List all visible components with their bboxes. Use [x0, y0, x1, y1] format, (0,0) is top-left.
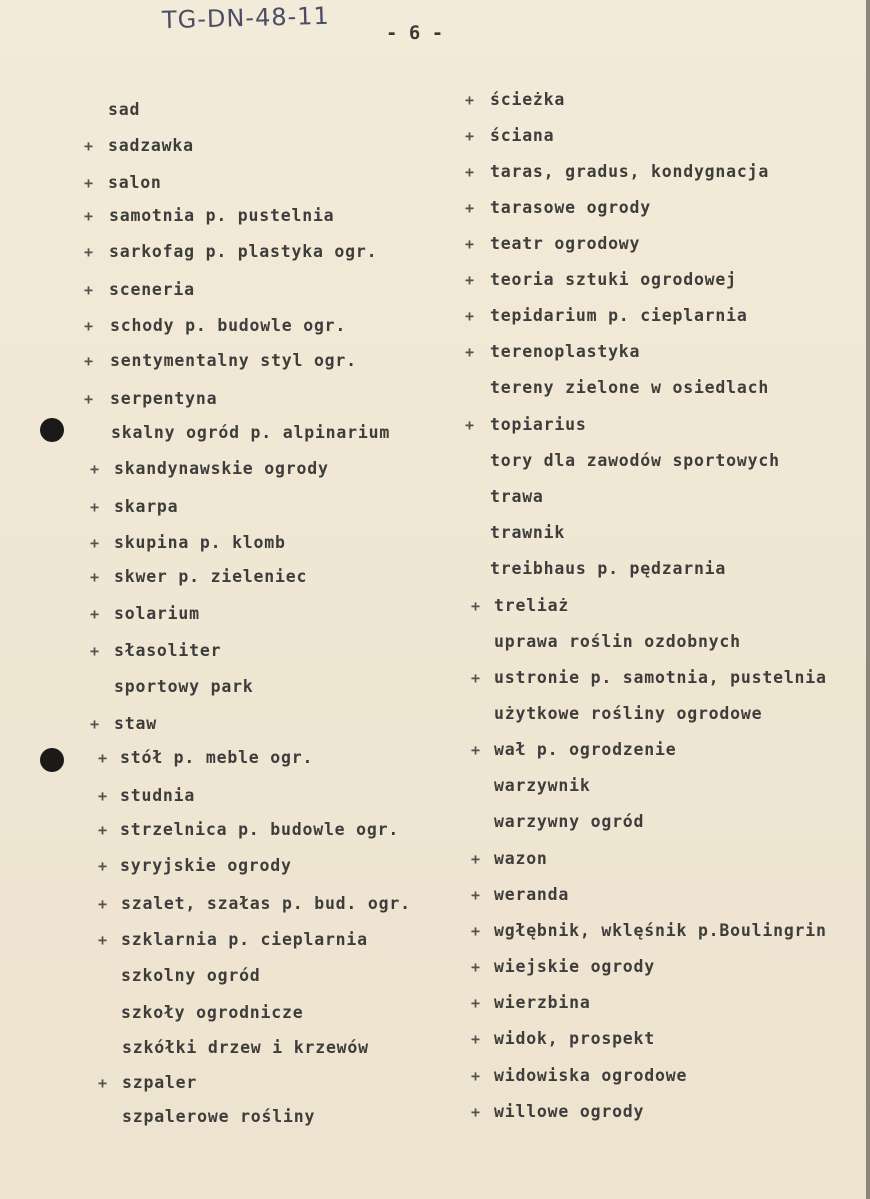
term-entry: sadzawka — [108, 136, 194, 155]
term-entry: widok, prospekt — [494, 1029, 656, 1048]
plus-marker: + — [90, 568, 100, 586]
plus-marker: + — [471, 597, 481, 615]
term-entry: szkółki drzew i krzewów — [122, 1038, 369, 1057]
punch-hole-bottom — [40, 748, 64, 772]
term-entry: skalny ogród p. alpinarium — [111, 423, 391, 442]
term-entry: skarpa — [114, 497, 179, 516]
term-entry: warzywnik — [494, 776, 591, 795]
plus-marker: + — [90, 498, 100, 516]
term-entry: taras, gradus, kondygnacja — [490, 162, 770, 181]
term-entry: trawa — [490, 487, 544, 506]
plus-marker: + — [465, 343, 475, 361]
plus-marker: + — [90, 715, 100, 733]
plus-marker: + — [98, 857, 108, 875]
term-entry: słasoliter — [114, 641, 222, 660]
plus-marker: + — [465, 235, 475, 253]
term-entry: tereny zielone w osiedlach — [490, 378, 770, 397]
term-entry: teatr ogrodowy — [490, 234, 641, 253]
plus-marker: + — [90, 534, 100, 552]
plus-marker: + — [471, 669, 481, 687]
page-edge — [866, 0, 870, 1199]
term-entry: topiarius — [490, 415, 587, 434]
plus-marker: + — [84, 174, 94, 192]
term-entry: wierzbina — [494, 993, 591, 1012]
term-entry: szalet, szałas p. bud. ogr. — [121, 894, 411, 913]
term-entry: teoria sztuki ogrodowej — [490, 270, 737, 289]
term-entry: willowe ogrody — [494, 1102, 645, 1121]
reference-code: TG-DN-48-11 — [161, 1, 331, 35]
term-entry: szkolny ogród — [121, 966, 261, 985]
plus-marker: + — [471, 1103, 481, 1121]
term-entry: weranda — [494, 885, 570, 904]
plus-marker: + — [84, 243, 94, 261]
term-entry: sad — [108, 100, 141, 119]
plus-marker: + — [84, 137, 94, 155]
plus-marker: + — [98, 821, 108, 839]
plus-marker: + — [471, 886, 481, 904]
term-entry: widowiska ogrodowe — [494, 1066, 688, 1085]
plus-marker: + — [471, 922, 481, 940]
term-entry: sentymentalny styl ogr. — [110, 351, 357, 370]
term-entry: tepidarium p. cieplarnia — [490, 306, 748, 325]
term-entry: szpaler — [122, 1073, 198, 1092]
term-entry: wiejskie ogrody — [494, 957, 656, 976]
term-entry: wgłębnik, wklęśnik p.Boulingrin — [494, 921, 827, 940]
plus-marker: + — [471, 850, 481, 868]
term-entry: treibhaus p. pędzarnia — [490, 559, 727, 578]
term-entry: staw — [114, 714, 157, 733]
plus-marker: + — [465, 416, 475, 434]
term-entry: serpentyna — [110, 389, 218, 408]
term-entry: strzelnica p. budowle ogr. — [120, 820, 400, 839]
term-entry: studnia — [120, 786, 196, 805]
plus-marker: + — [84, 352, 94, 370]
term-entry: solarium — [114, 604, 200, 623]
term-entry: użytkowe rośliny ogrodowe — [494, 704, 763, 723]
term-entry: terenoplastyka — [490, 342, 641, 361]
plus-marker: + — [84, 317, 94, 335]
plus-marker: + — [98, 931, 108, 949]
plus-marker: + — [84, 207, 94, 225]
term-entry: treliaż — [494, 596, 570, 615]
plus-marker: + — [90, 460, 100, 478]
term-entry: ściana — [490, 126, 555, 145]
plus-marker: + — [84, 390, 94, 408]
plus-marker: + — [471, 958, 481, 976]
term-entry: schody p. budowle ogr. — [110, 316, 347, 335]
term-entry: ustronie p. samotnia, pustelnia — [494, 668, 827, 687]
term-entry: wazon — [494, 849, 548, 868]
plus-marker: + — [84, 281, 94, 299]
term-entry: szklarnia p. cieplarnia — [121, 930, 368, 949]
term-entry: ścieżka — [490, 90, 566, 109]
term-entry: samotnia p. pustelnia — [109, 206, 335, 225]
plus-marker: + — [98, 895, 108, 913]
term-entry: tarasowe ogrody — [490, 198, 652, 217]
term-entry: sarkofag p. plastyka ogr. — [109, 242, 378, 261]
term-entry: syryjskie ogrody — [120, 856, 292, 875]
plus-marker: + — [465, 307, 475, 325]
plus-marker: + — [90, 605, 100, 623]
term-entry: tory dla zawodów sportowych — [490, 451, 780, 470]
term-entry: skwer p. zieleniec — [114, 567, 308, 586]
term-entry: sportowy park — [114, 677, 254, 696]
term-entry: szpalerowe rośliny — [122, 1107, 316, 1126]
plus-marker: + — [465, 271, 475, 289]
term-entry: warzywny ogród — [494, 812, 645, 831]
term-entry: uprawa roślin ozdobnych — [494, 632, 741, 651]
term-entry: skandynawskie ogrody — [114, 459, 329, 478]
plus-marker: + — [465, 127, 475, 145]
plus-marker: + — [465, 199, 475, 217]
plus-marker: + — [471, 994, 481, 1012]
plus-marker: + — [465, 163, 475, 181]
page-number: - 6 - — [386, 22, 444, 44]
term-entry: wał p. ogrodzenie — [494, 740, 677, 759]
plus-marker: + — [98, 787, 108, 805]
plus-marker: + — [471, 1030, 481, 1048]
term-entry: sceneria — [109, 280, 195, 299]
plus-marker: + — [465, 91, 475, 109]
term-entry: szkoły ogrodnicze — [121, 1003, 304, 1022]
term-entry: trawnik — [490, 523, 566, 542]
plus-marker: + — [471, 741, 481, 759]
punch-hole-top — [40, 418, 64, 442]
term-entry: salon — [108, 173, 162, 192]
term-entry: skupina p. klomb — [114, 533, 286, 552]
plus-marker: + — [471, 1067, 481, 1085]
plus-marker: + — [98, 1074, 108, 1092]
plus-marker: + — [90, 642, 100, 660]
term-entry: stół p. meble ogr. — [120, 748, 314, 767]
plus-marker: + — [98, 749, 108, 767]
